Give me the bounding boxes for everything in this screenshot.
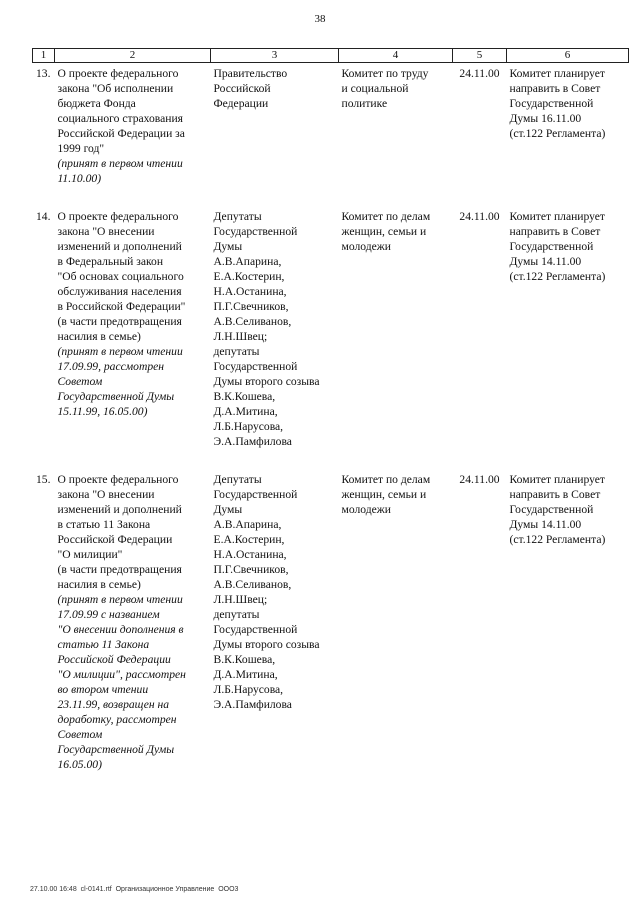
plan-cell bbox=[507, 209, 629, 472]
committee-line: политике bbox=[341, 97, 388, 110]
plan-line: направить в Совет bbox=[509, 488, 601, 501]
reading-note-line: во втором чтении bbox=[57, 683, 149, 696]
reading-note-line: "О милиции", рассмотрен bbox=[57, 668, 186, 681]
agenda-table bbox=[32, 48, 629, 795]
initiator-line: Депутаты bbox=[213, 210, 262, 223]
initiator-line: Думы bbox=[213, 240, 243, 253]
committee-cell bbox=[339, 209, 453, 472]
initiator-line: Депутаты bbox=[213, 473, 262, 486]
initiator-line: Е.А.Костерин, bbox=[213, 270, 285, 283]
initiator-line: Государственной bbox=[213, 360, 298, 373]
reading-note-line: доработку, рассмотрен bbox=[57, 713, 177, 726]
column-header: 2 bbox=[55, 49, 211, 63]
table-row bbox=[33, 63, 629, 210]
reading-note-line: 23.11.99, возвращен на bbox=[57, 698, 170, 711]
bill-title-line: закона "Об исполнении bbox=[57, 82, 174, 95]
reading-note-line: Государственной Думы bbox=[57, 743, 175, 756]
bill-title-line: изменений и дополнений bbox=[57, 240, 182, 253]
reading-note-line: Российской Федерации bbox=[57, 653, 171, 666]
bill-title-line: Российской Федерации bbox=[57, 533, 173, 546]
bill-title-line: (в части предотвращения bbox=[57, 315, 182, 328]
bill-title-line: О проекте федерального bbox=[57, 67, 179, 80]
bill-title-line: 1999 год" bbox=[57, 142, 105, 155]
table-row bbox=[33, 209, 629, 472]
date-cell: 24.11.00 bbox=[459, 67, 500, 80]
reading-note-line: Государственной Думы bbox=[57, 390, 175, 403]
initiator-line: А.В.Селиванов, bbox=[213, 578, 292, 591]
table-header-row bbox=[33, 49, 629, 63]
plan-cell bbox=[507, 63, 629, 210]
column-header: 1 bbox=[33, 49, 55, 63]
reading-note-line: Советом bbox=[57, 728, 103, 741]
bill-title-line: насилия в семье) bbox=[57, 578, 141, 591]
bill-title-line: бюджета Фонда bbox=[57, 97, 136, 110]
reading-note-line: (принят в первом чтении bbox=[57, 593, 183, 606]
plan-line: направить в Совет bbox=[509, 82, 601, 95]
reading-note-line: 17.09.99 с названием bbox=[57, 608, 160, 621]
initiator-line: Думы второго созыва bbox=[213, 638, 320, 651]
reading-note-line: (принят в первом чтении bbox=[57, 157, 183, 170]
plan-line: Думы 14.11.00 bbox=[509, 518, 582, 531]
bill-title-line: социального страхования bbox=[57, 112, 183, 125]
bill-title-line: Российской Федерации за bbox=[57, 127, 185, 140]
bill-title-line: (в части предотвращения bbox=[57, 563, 182, 576]
plan-line: (ст.122 Регламента) bbox=[509, 533, 606, 546]
initiator-line: Л.Б.Нарусова, bbox=[213, 683, 284, 696]
plan-line: Комитет планирует bbox=[509, 473, 605, 486]
initiator-cell bbox=[211, 63, 339, 210]
initiator-line: депутаты bbox=[213, 608, 260, 621]
plan-line: Думы 16.11.00 bbox=[509, 112, 582, 125]
bill-title-line: в статью 11 Закона bbox=[57, 518, 151, 531]
committee-line: Комитет по делам bbox=[341, 210, 431, 223]
committee-line: молодежи bbox=[341, 240, 391, 253]
initiator-line: Н.А.Останина, bbox=[213, 285, 287, 298]
committee-cell bbox=[339, 472, 453, 795]
initiator-line: Государственной bbox=[213, 225, 298, 238]
initiator-line: Думы bbox=[213, 503, 243, 516]
plan-line: (ст.122 Регламента) bbox=[509, 270, 606, 283]
column-header: 6 bbox=[507, 49, 629, 63]
initiator-line: Д.А.Митина, bbox=[213, 405, 278, 418]
bill-title-line: О проекте федерального bbox=[57, 473, 179, 486]
plan-line: направить в Совет bbox=[509, 225, 601, 238]
row-number: 13. bbox=[36, 67, 51, 80]
committee-line: женщин, семьи и bbox=[341, 488, 427, 501]
bill-title-cell bbox=[55, 209, 211, 472]
document-footer: 27.10.00 16:48 cl-0141.rtf Организационное Управление ООО3 bbox=[30, 886, 239, 893]
plan-line: Государственной bbox=[509, 503, 594, 516]
committee-cell bbox=[339, 63, 453, 210]
initiator-line: А.В.Апарина, bbox=[213, 255, 282, 268]
bill-title-line: обслуживания населения bbox=[57, 285, 182, 298]
column-header: 5 bbox=[453, 49, 507, 63]
row-number: 15. bbox=[36, 473, 51, 486]
initiator-line: Л.Н.Швец; bbox=[213, 330, 268, 343]
initiator-line: Д.А.Митина, bbox=[213, 668, 278, 681]
initiator-line: Государственной bbox=[213, 623, 298, 636]
bill-title-cell bbox=[55, 63, 211, 210]
committee-line: Комитет по делам bbox=[341, 473, 431, 486]
bill-title-line: в Российской Федерации" bbox=[57, 300, 186, 313]
committee-line: Комитет по труду bbox=[341, 67, 429, 80]
bill-title-line: насилия в семье) bbox=[57, 330, 141, 343]
initiator-line: Думы второго созыва bbox=[213, 375, 320, 388]
reading-note-line: 17.09.99, рассмотрен bbox=[57, 360, 165, 373]
bill-title-line: О проекте федерального bbox=[57, 210, 179, 223]
plan-line: (ст.122 Регламента) bbox=[509, 127, 606, 140]
column-header: 3 bbox=[211, 49, 339, 63]
reading-note-line: Советом bbox=[57, 375, 103, 388]
initiator-line: Государственной bbox=[213, 488, 298, 501]
initiator-cell bbox=[211, 472, 339, 795]
plan-line: Государственной bbox=[509, 97, 594, 110]
plan-line: Комитет планирует bbox=[509, 210, 605, 223]
initiator-line: А.В.Апарина, bbox=[213, 518, 282, 531]
plan-cell bbox=[507, 472, 629, 795]
reading-note-line: "О внесении дополнения в bbox=[57, 623, 184, 636]
row-number: 14. bbox=[36, 210, 51, 223]
initiator-line: П.Г.Свечников, bbox=[213, 563, 289, 576]
bill-title-line: закона "О внесении bbox=[57, 225, 155, 238]
plan-line: Думы 14.11.00 bbox=[509, 255, 582, 268]
initiator-line: Э.А.Памфилова bbox=[213, 435, 292, 448]
initiator-line: Е.А.Костерин, bbox=[213, 533, 285, 546]
initiator-line: Российской bbox=[213, 82, 271, 95]
initiator-line: Л.Н.Швец; bbox=[213, 593, 268, 606]
plan-line: Государственной bbox=[509, 240, 594, 253]
initiator-line: Федерации bbox=[213, 97, 269, 110]
bill-title-cell bbox=[55, 472, 211, 795]
bill-title-line: "Об основах социального bbox=[57, 270, 184, 283]
bill-title-line: "О милиции" bbox=[57, 548, 123, 561]
initiator-line: В.К.Кошева, bbox=[213, 653, 276, 666]
initiator-line: Правительство bbox=[213, 67, 288, 80]
initiator-line: П.Г.Свечников, bbox=[213, 300, 289, 313]
bill-title-line: изменений и дополнений bbox=[57, 503, 182, 516]
initiator-cell bbox=[211, 209, 339, 472]
initiator-line: Л.Б.Нарусова, bbox=[213, 420, 284, 433]
committee-line: женщин, семьи и bbox=[341, 225, 427, 238]
reading-note-line: (принят в первом чтении bbox=[57, 345, 183, 358]
date-cell: 24.11.00 bbox=[459, 473, 500, 486]
committee-line: молодежи bbox=[341, 503, 391, 516]
committee-line: и социальной bbox=[341, 82, 409, 95]
initiator-line: В.К.Кошева, bbox=[213, 390, 276, 403]
initiator-line: А.В.Селиванов, bbox=[213, 315, 292, 328]
reading-note-line: 16.05.00) bbox=[57, 758, 102, 771]
initiator-line: депутаты bbox=[213, 345, 260, 358]
reading-note-line: 15.11.99, 16.05.00) bbox=[57, 405, 148, 418]
plan-line: Комитет планирует bbox=[509, 67, 605, 80]
date-cell: 24.11.00 bbox=[459, 210, 500, 223]
reading-note-line: 11.10.00) bbox=[57, 172, 102, 185]
table-row bbox=[33, 472, 629, 795]
bill-title-line: в Федеральный закон bbox=[57, 255, 164, 268]
page-number: 38 bbox=[314, 13, 326, 25]
initiator-line: Э.А.Памфилова bbox=[213, 698, 292, 711]
initiator-line: Н.А.Останина, bbox=[213, 548, 287, 561]
bill-title-line: закона "О внесении bbox=[57, 488, 155, 501]
column-header: 4 bbox=[339, 49, 453, 63]
reading-note-line: статью 11 Закона bbox=[57, 638, 150, 651]
